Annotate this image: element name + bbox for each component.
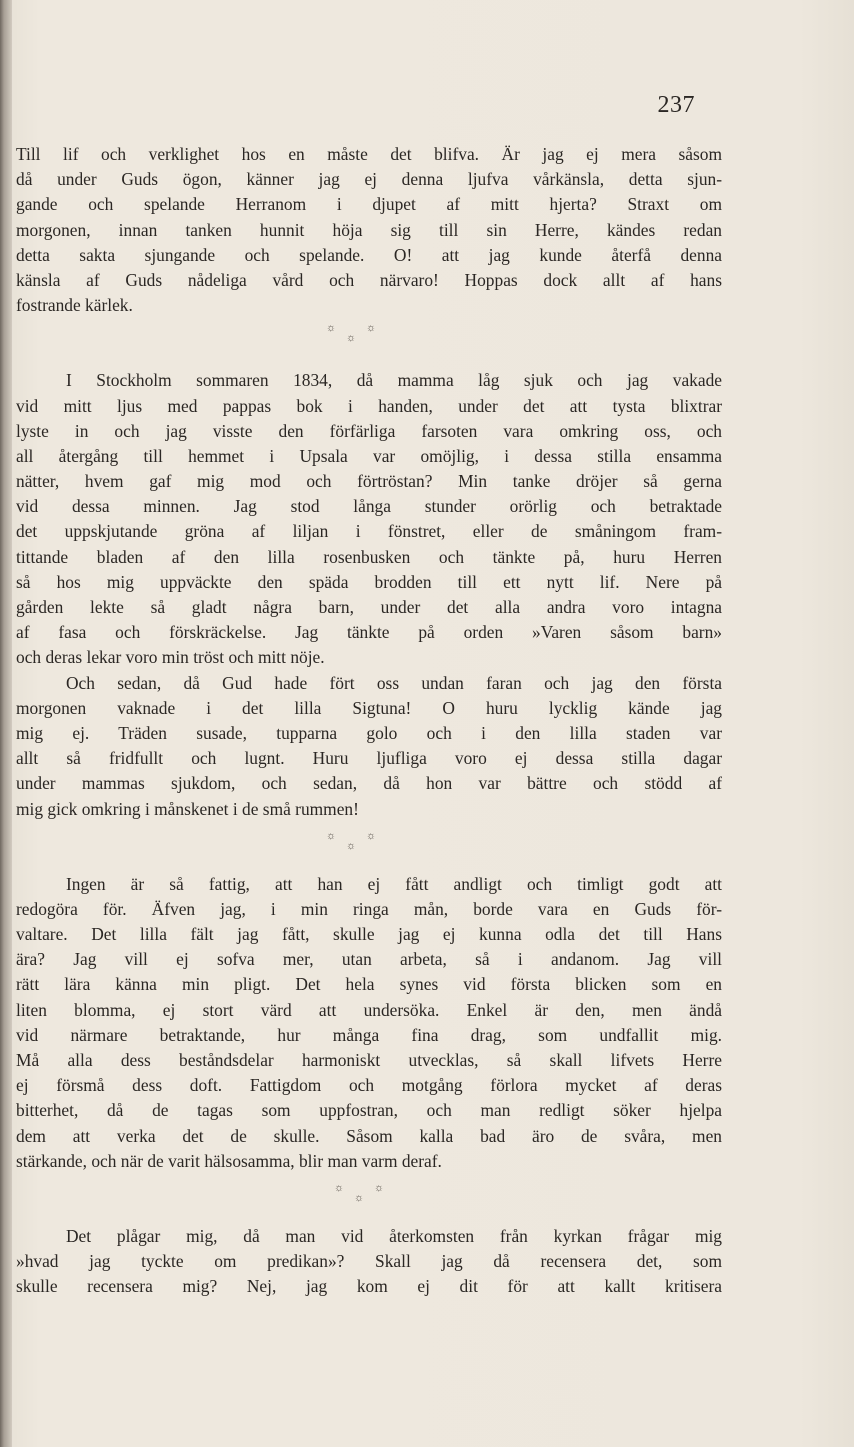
text-line: liten blomma, ej stort värd att undersöka. Enkel är den, men ändå [16,999,722,1020]
text-line: så hos mig uppväckte den späda brodden till ett nytt lif. Nere på [16,571,722,592]
asterism-mark: ☼ [346,332,357,345]
text-line: dem att verka det de skulle. Såsom kalla bad äro de svåra, men [16,1125,722,1146]
paragraph-2 [16,368,722,670]
text-line: rätt lära känna min pligt. Det hela synes vid första blicken som en [16,974,722,995]
text-line: ära? Jag vill ej sofva mer, utan arbeta, så i andanom. Jag vill [16,949,722,970]
paragraph-1 [16,142,722,318]
asterism-mark: ☼ [334,1181,345,1194]
asterism-mark: ☼ [326,829,337,842]
text-line: känsla af Guds nådeliga vård och närvaro! Hoppas dock allt af hans [16,269,722,290]
text-line: mig ej. Träden susade, tupparna golo och i den lilla staden var [16,722,722,743]
text-line: lyste in och jag visste den förfärliga farsoten vara omkring oss, och [16,420,722,441]
section-ornament [16,822,722,872]
asterism-mark: ☼ [366,322,377,335]
section-ornament [16,318,722,368]
text-line: tittande bladen af den lilla rosenbusken och tänkte på, huru Herren [16,546,722,567]
text-line: Till lif och verklighet hos en måste det blifva. Är jag ej mera såsom [16,144,722,164]
text-line: vid mitt ljus med pappas bok i handen, under det att tysta blixtrar [16,395,722,416]
text-line: detta sakta sjungande och spelande. O! att jag kunde återfå denna [16,244,722,265]
asterism-mark: ☼ [326,322,337,335]
text-line: skulle recensera mig? Nej, jag kom ej dit för att kallt kritisera [16,1276,722,1297]
section-ornament [16,1174,722,1224]
paragraph-3 [16,671,722,822]
text-line: allt så fridfullt och lugnt. Huru ljufliga voro ej dessa stilla dagar [16,748,722,769]
page-number: 237 [657,92,695,118]
text-line: och deras lekar voro min tröst och mitt nöje. [16,647,325,668]
text-line: Ingen är så fattig, att han ej fått andligt och timligt godt att [66,873,722,894]
binding-edge [0,0,12,1447]
text-line: gande och spelande Herranom i djupet af mitt hjerta? Straxt om [16,194,722,215]
text-line: af fasa och förskräckelse. Jag tänkte på orden »Varen såsom barn» [16,622,722,643]
text-line: bitterhet, då de tagas som uppfostran, och man redligt söker hjelpa [16,1100,722,1121]
text-line: Det plågar mig, då man vid återkomsten från kyrkan frågar mig [66,1225,722,1246]
text-line: gården lekte så gladt några barn, under det alla andra voro intagna [16,597,722,617]
text-line: nätter, hvem gaf mig mod och förtröstan? Min tanke dröjer så gerna [16,471,722,492]
asterism-mark: ☼ [374,1181,385,1194]
paragraph-4 [16,872,722,1174]
text-line: all återgång till hemmet i Upsala var omöjlig, i dessa stilla ensamma [16,445,722,466]
text-line: vid närmare betraktande, hur många fina drag, som undfallit mig. [16,1024,722,1045]
text-line: under mammas sjukdom, och sedan, då hon var bättre och stödd af [16,773,722,794]
text-line: Och sedan, då Gud hade fört oss undan faran och jag den första [66,672,722,693]
text-line: redogöra för. Äfven jag, i min ringa mån, borde vara en Guds för- [16,898,722,919]
text-line: det uppskjutande gröna af liljan i fönstret, eller de småningom fram- [16,521,722,542]
text-line: mig gick omkring i månskenet i de små rummen! [16,798,359,819]
text-line: »hvad jag tyckte om predikan»? Skall jag då recensera det, som [16,1251,722,1272]
text-line: Må alla dess beståndsdelar harmoniskt utvecklas, så skall lifvets Herre [16,1050,722,1070]
text-line: morgonen, innan tanken hunnit höja sig till sin Herre, kändes redan [16,219,722,240]
text-line: då under Guds ögon, känner jag ej denna ljufva vårkänsla, detta sjun- [16,169,722,190]
text-line: vid dessa minnen. Jag stod långa stunder orörlig och betraktade [16,496,722,517]
text-line: stärkande, och när de varit hälsosamma, blir man varm deraf. [16,1150,442,1171]
text-line: morgonen vaknade i det lilla Sigtuna! O huru lycklig kände jag [16,697,722,718]
asterism-mark: ☼ [366,829,377,842]
text-line: fostrande kärlek. [16,295,133,316]
paragraph-5 [16,1224,722,1300]
text-line: ej försmå dess doft. Fattigdom och motgång förlora mycket af deras [16,1075,722,1096]
text-line: I Stockholm sommaren 1834, då mamma låg sjuk och jag vakade [66,370,722,391]
asterism-mark: ☼ [346,839,357,852]
body-text [16,142,722,1300]
text-line: valtare. Det lilla fält jag fått, skulle jag ej kunna odla det till Hans [16,924,722,945]
asterism-mark: ☼ [354,1191,365,1204]
